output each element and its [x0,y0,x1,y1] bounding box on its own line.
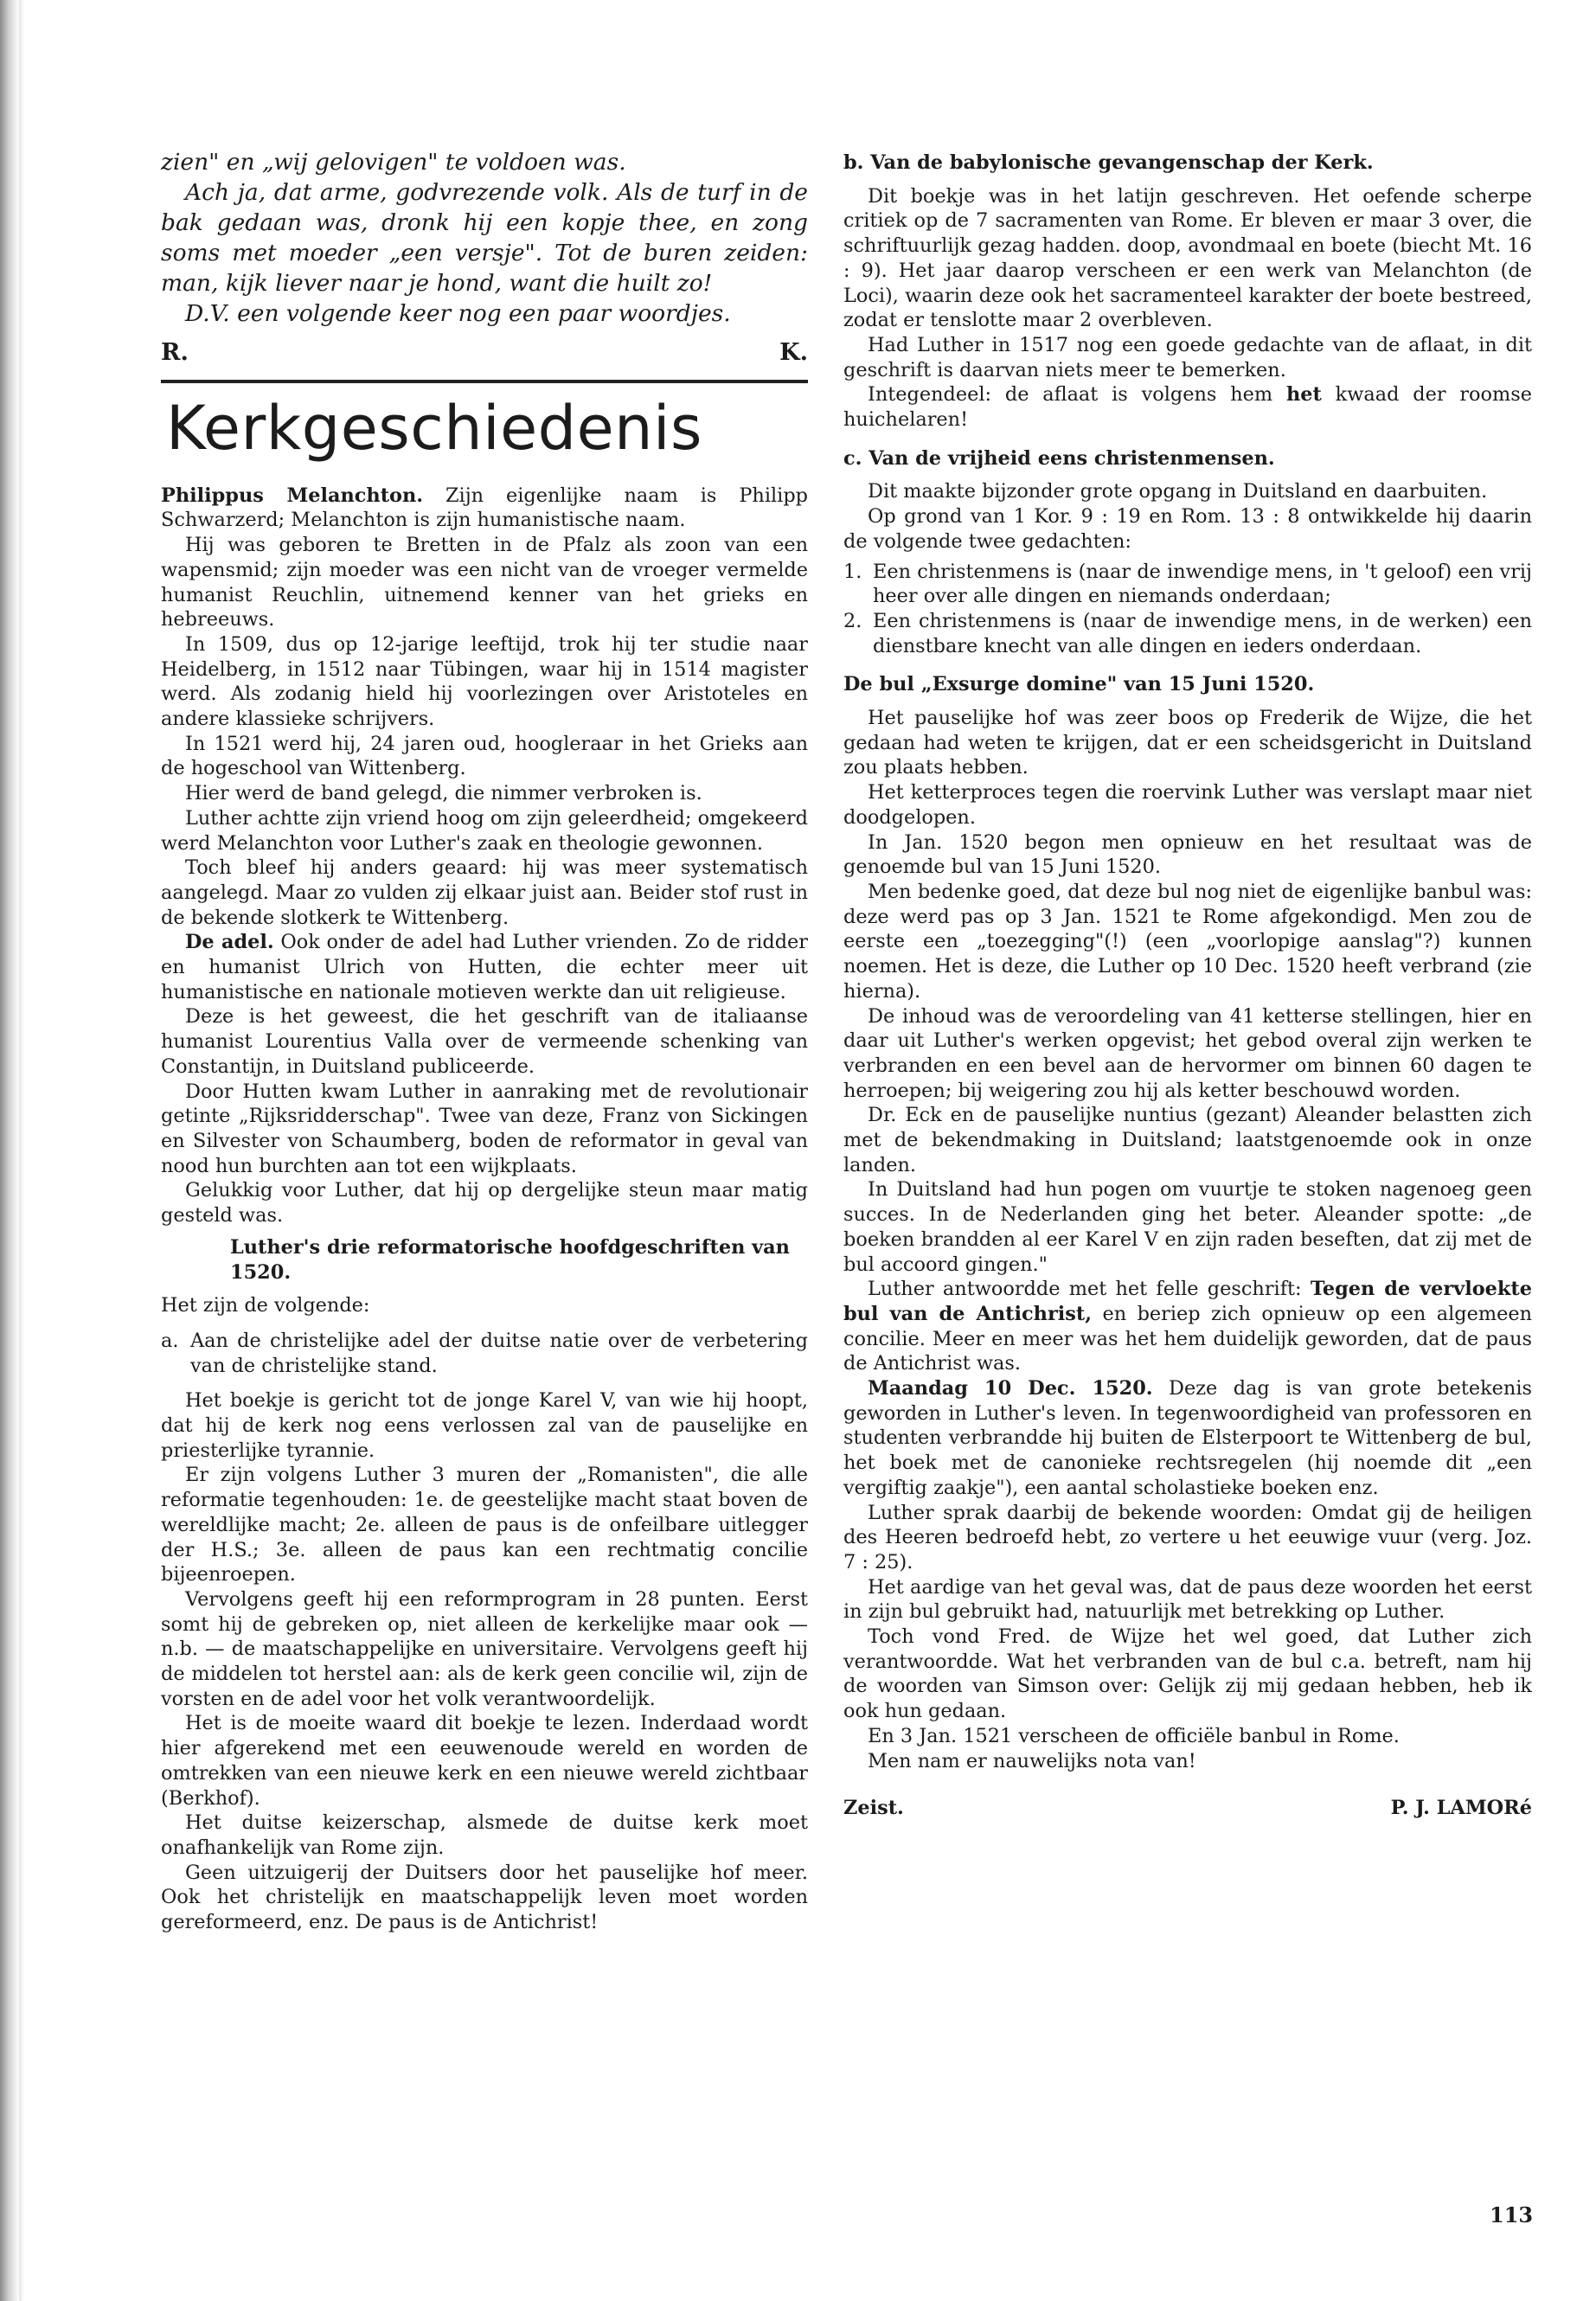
intro-line-3: D.V. een volgende keer nog een paar woordjes. [185,300,731,327]
list-label: 2. [843,609,862,632]
paragraph [161,930,808,1004]
section-divider [161,380,808,383]
paragraph [843,382,1532,432]
paragraph: In 1509, dus op 12-jarige leeftijd, trok hij ter studie naar Heidelberg, in 1512 naar Tübingen, waar hij in 1514 magister werd. Als zodanig hield hij voorlezingen over Aristoteles en andere klassieke schrijvers. [161,632,808,731]
list-text: Aan de christelijke adel der duitse natie over de verbetering van de christelijke stand. [190,1329,808,1377]
paragraph: En 3 Jan. 1521 verscheen de officiële banbul in Rome. [868,1724,1400,1747]
paragraph: Men nam er nauwelijks nota van! [868,1749,1196,1772]
paragraph: Deze is het geweest, die het geschrift van de italiaanse humanist Lourentius Valla over de vermeende schenking van Constantijn, in Duitsland publiceerde. [161,1005,808,1078]
signature-name: P. J. LAMORé [1390,1797,1532,1820]
author-signature [843,1796,1532,1821]
paragraph: Het aardige van het geval was, dat de paus deze woorden het eerst in zijn bul gebruikt had, natuurlijk met betrekking op Luther. [843,1575,1532,1624]
paragraph-text: Ook onder de adel had Luther vrienden. Zo de ridder en humanist Ulrich von Hutten, die echter meer uit humanistische en nationale motieven werkte dan uit religieuse. [161,931,808,1003]
list-label: a. [161,1329,179,1352]
scan-edge-fade [19,0,24,2301]
paragraph [161,484,808,533]
initial-k: K. [779,339,808,366]
paragraph: Toch vond Fred. de Wijze het wel goed, dat Luther zich verantwoordde. Wat het verbranden van de bul c.a. betreft, nam hij de woorden van Simson over: Gelijk zij mij gedaan hebben, heb ik ook hun gedaan. [843,1625,1532,1723]
paragraph-text: Luther antwoordde met het felle geschrift: [868,1278,1311,1301]
list-item [843,609,1532,658]
section-title: Kerkgeschiedenis [166,392,702,464]
list-label: 1. [843,560,862,583]
paragraph: Er zijn volgens Luther 3 muren der „Romanisten", die alle reformatie tegenhouden: 1e. de geestelijke macht staat boven de wereldlijke macht; 2e. alleen de paus is de onfeilbare uitlegger der H.S.; 3e. alleen de paus kan een rechtmatig concilie bijeenroepen. [161,1464,808,1586]
paragraph: Toch bleef hij anders geaard: hij was meer systematisch aangelegd. Maar zo vulden zij elkaar juist aan. Beider stof rust in de bekende slotkerk te Wittenberg. [161,856,808,929]
paragraph [843,1277,1532,1376]
paragraph: Hij was geboren te Bretten in de Pfalz als zoon van een wapensmid; zijn moeder was een nicht van de vroeger vermelde humanist Reuchlin, uitnemend kenner van het grieks en hebreeuws. [161,534,808,631]
paragraph: De inhoud was de veroordeling van 41 ketterse stellingen, hier en daar uit Luther's werken opgevist; het gebod overal zijn werken te verbranden en een bevel aan de hervormer om binnen 60 dagen te herroepen; bij weigering zou hij als ketter beschouwd worden. [843,1004,1532,1102]
list-item [161,1329,808,1378]
paragraph: Men bedenke goed, dat deze bul nog niet de eigenlijke banbul was: deze werd pas op 3 Jan. 1521 te Rome afgekondigd. Men zou de eerste een „toezegging"(!) (een „voorlopige aanslag"?) kunnen noemen. Het is deze, die Luther op 10 Dec. 1520 heeft verbrand (zie hierna). [843,880,1532,1003]
subheading: Luther's drie reformatorische hoofdgeschriften van 1520. [230,1235,790,1284]
initial-r: R. [161,339,189,366]
paragraph: Het ketterproces tegen die roervink Luther was verslapt maar niet doodgelopen. [843,781,1532,829]
emphasis: het [1285,383,1322,407]
right-column [843,147,1532,1821]
paragraph-text: Zijn eigenlijke naam is Philipp Schwarzerd; Melanchton is zijn humanistische naam. [161,484,808,532]
run-in-heading: De adel. [185,931,274,954]
paragraph: Vervolgens geeft hij een reformprogram in 28 punten. Eerst somt hij de gebreken op, niet alleen de kerkelijke maar ook — n.b. — de maatschappelijke en universitaire. Vervolgens geeft hij de middelen tot herstel aan: als de kerk geen concilie wil, zijn de vorsten en de adel voor het volk verantwoordelijk. [161,1587,808,1710]
left-column [161,147,808,1935]
list-item [843,560,1532,609]
subheading-bul: De bul „Exsurge domine" van 15 Juni 1520. [843,673,1315,696]
paragraph: Had Luther in 1517 nog een goede gedachte van de aflaat, in dit geschrift is daarvan niets meer te bemerken. [843,333,1532,381]
paragraph [843,1376,1532,1501]
paragraph: Het pauselijke hof was zeer boos op Frederik de Wijze, die het gedaan had weten te krijgen, dat er een scheidsgericht in Duitsland zou plaats hebben. [843,707,1532,779]
paragraph: Dr. Eck en de pauselijke nuntius (gezant) Aleander belastten zich met de bekendmaking in Duitsland; laatstgenoemde ook in onze landen. [843,1104,1532,1176]
paragraph-text: Deze dag is van grote betekenis geworden in Luther's leven. In tegenwoordigheid van professoren en studenten verbrandde hij buiten de Elsterpoort te Wittenberg de bul, het boek met de canonieke rechtsregelen (hij noemde dit „een vergiftig zaakje"), een aantal scholastieke boeken enz. [843,1377,1532,1499]
paragraph: In 1521 werd hij, 24 jaren oud, hoogleraar in het Grieks aan de hogeschool van Wittenberg. [161,732,808,780]
author-initials [161,341,808,366]
run-in-heading: Philippus Melanchton. [161,484,424,507]
paragraph: Het zijn de volgende: [161,1294,370,1317]
subheading-c: c. Van de vrijheid eens christenmensen. [843,446,1275,470]
run-in-heading: Maandag 10 Dec. 1520. [868,1377,1153,1400]
paragraph: Het duitse keizerschap, alsmede de duitse kerk moet onafhankelijk van Rome zijn. [161,1811,808,1859]
paragraph: Geen uitzuigerij der Duitsers door het pauselijke hof meer. Ook het christelijk en maatschappelijk leven moet worden gereformeerd, enz. De paus is de Antichrist! [161,1861,808,1934]
paragraph: In Jan. 1520 begon men opnieuw en het resultaat was de genoemde bul van 15 Juni 1520. [843,830,1532,879]
paragraph: Op grond van 1 Kor. 9 : 19 en Rom. 13 : 8 ontwikkelde hij daarin de volgende twee gedachten: [843,505,1532,553]
intro-line-1: zien" en „wij gelovigen" te voldoen was. [161,149,626,176]
paragraph: In Duitsland had hun pogen om vuurtje te stoken nagenoeg geen succes. In de Nederlanden ging het beter. Aleander spotte: „de boeken brandden al eer Karel V en zijn raden beseften, dat zij met de bul accoord gingen." [843,1178,1532,1276]
list-text: Een christenmens is (naar de inwendige mens, in 't geloof) een vrij heer over alle dingen en niemands onderdaan; [873,560,1532,608]
list-text: Een christenmens is (naar de inwendige mens, in de werken) een dienstbare knecht van alle dingen en ieders onderdaan. [873,609,1532,657]
paragraph: Het is de moeite waard dit boekje te lezen. Inderdaad wordt hier afgerekend met een eeuwenoude wereld en worden de omtrekken van een nieuwe kerk en een nieuwe wereld zichtbaar (Berkhof). [161,1712,808,1810]
paragraph-text: kwaad der roomse huichelaren! [843,383,1532,432]
subheading-b: b. Van de babylonische gevangenschap der Kerk. [843,151,1374,174]
paragraph: Hier werd de band gelegd, die nimmer verbroken is. [185,782,702,805]
signature-place: Zeist. [843,1797,904,1820]
page-number: 113 [1490,2202,1534,2227]
scan-edge-shadow [0,0,19,2301]
intro-italic-block [161,147,808,329]
paragraph-text: Integendeel: de aflaat is volgens hem [868,383,1286,407]
intro-line-2: Ach ja, dat arme, godvrezende volk. Als de turf in de bak gedaan was, dronk hij een kopje thee, en zong soms met moeder „een versje". Tot de buren zeiden: man, kijk liever naar je hond, want die huilt zo! [161,179,808,297]
paragraph: Luther sprak daarbij de bekende woorden: Omdat gij de heiligen des Heeren bedroefd hebt, zo vertere u het eeuwige vuur (verg. Joz. 7 : 25). [843,1501,1532,1574]
paragraph: Het boekje is gericht tot de jonge Karel V, van wie hij hoopt, dat hij de kerk nog eens verlossen zal van de pauselijke en priesterlijke tyrannie. [161,1389,808,1462]
paragraph: Luther achtte zijn vriend hoog om zijn geleerdheid; omgekeerd werd Melanchton voor Luther's zaak en theologie gewonnen. [161,806,808,855]
paragraph: Door Hutten kwam Luther in aanraking met de revolutionair getinte „Rijksridderschap". Twee van deze, Franz von Sickingen en Silvester von Schaumberg, boden de reformator in geval van nood hun burchten aan tot een wijkplaats. [161,1080,808,1177]
emphasis: Tegen de vervloekte bul van de Antichrist, [843,1278,1532,1325]
paragraph-text: en beriep zich opnieuw op een algemeen concilie. Meer en meer was het hem duidelijk geworden, dat de paus de Antichrist was. [843,1302,1532,1375]
paragraph: Dit boekje was in het latijn geschreven. Het oefende scherpe critiek op de 7 sacramenten van Rome. Er bleven er maar 3 over, die schriftuurlijk gezag hadden. doop, avondmaal en boete (biecht Mt. 16 : 9). Het jaar daarop verscheen er een werk van Melanchton (de Loci), waarin deze ook het sacramenteel karakter der boete bestreed, zodat er tenslotte maar 2 overbleven. [843,184,1532,332]
paragraph: Dit maakte bijzonder grote opgang in Duitsland en daarbuiten. [868,480,1488,503]
paragraph: Gelukkig voor Luther, dat hij op dergelijke steun maar matig gesteld was. [161,1179,808,1227]
